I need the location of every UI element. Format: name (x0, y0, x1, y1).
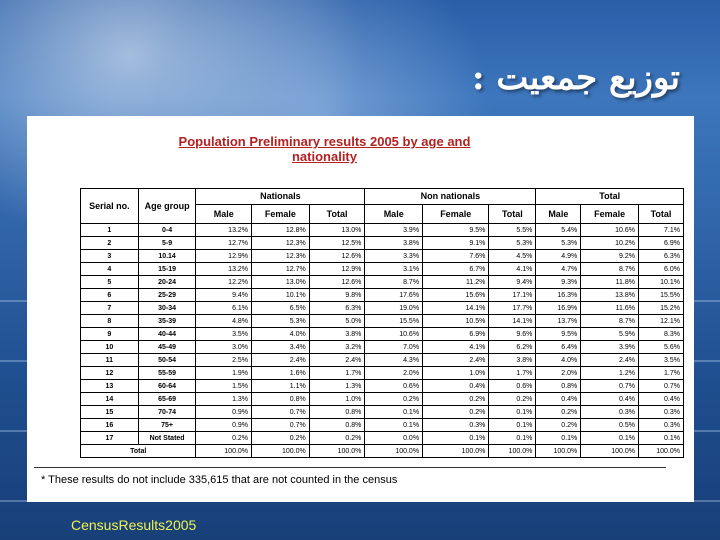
percent-cell: 0.9% (196, 406, 252, 419)
age-group-cell: 15-19 (138, 263, 196, 276)
age-group-cell: 50-54 (138, 354, 196, 367)
header-serial: Serial no. (81, 189, 139, 224)
percent-cell: 7.0% (365, 341, 423, 354)
percent-cell: 4.0% (536, 354, 581, 367)
header-female: Female (252, 205, 310, 224)
header-female: Female (581, 205, 639, 224)
percent-cell: 9.3% (536, 276, 581, 289)
header-total-col: Total (309, 205, 365, 224)
percent-cell: 0.4% (536, 393, 581, 406)
header-non-nationals: Non nationals (365, 189, 536, 205)
percent-cell: 9.1% (423, 237, 489, 250)
serial-cell: 5 (81, 276, 139, 289)
percent-cell: 4.1% (489, 263, 536, 276)
table-row (81, 237, 684, 250)
percent-cell: 12.5% (309, 237, 365, 250)
percent-cell: 9.8% (309, 289, 365, 302)
percent-cell: 12.3% (252, 250, 310, 263)
percent-cell: 13.2% (196, 263, 252, 276)
census-table (80, 188, 684, 458)
serial-cell: 10 (81, 341, 139, 354)
document-title-line2: nationality (291, 149, 357, 164)
age-group-cell: 0-4 (138, 224, 196, 237)
percent-cell: 0.1% (489, 419, 536, 432)
percent-cell: 6.5% (252, 302, 310, 315)
percent-cell: 3.0% (196, 341, 252, 354)
percent-cell: 9.5% (423, 224, 489, 237)
percent-cell: 12.6% (309, 276, 365, 289)
percent-cell: 1.7% (638, 367, 683, 380)
percent-cell: 5.3% (489, 237, 536, 250)
percent-cell: 11.2% (423, 276, 489, 289)
serial-cell: 1 (81, 224, 139, 237)
percent-cell: 10.6% (581, 224, 639, 237)
percent-cell: 0.2% (309, 432, 365, 445)
percent-cell: 2.0% (536, 367, 581, 380)
percent-cell: 11.8% (581, 276, 639, 289)
percent-cell: 12.9% (309, 263, 365, 276)
percent-cell: 15.2% (638, 302, 683, 315)
percent-cell: 3.8% (365, 237, 423, 250)
percent-cell: 1.6% (252, 367, 310, 380)
serial-cell: 2 (81, 237, 139, 250)
percent-cell: 0.2% (536, 419, 581, 432)
percent-cell: 3.5% (196, 328, 252, 341)
percent-cell: 6.4% (536, 341, 581, 354)
percent-cell: 0.2% (252, 432, 310, 445)
header-age-group: Age group (138, 189, 196, 224)
percent-cell: 9.2% (581, 250, 639, 263)
footnote: * These results do not include 335,615 that are not counted in the census (41, 474, 398, 486)
percent-cell: 6.9% (423, 328, 489, 341)
document-title-line1: Population Preliminary results 2005 by age and (178, 134, 471, 149)
percent-cell: 2.5% (196, 354, 252, 367)
header-total-col: Total (638, 205, 683, 224)
percent-cell: 0.2% (423, 406, 489, 419)
percent-cell: 3.4% (252, 341, 310, 354)
percent-cell: 0.4% (423, 380, 489, 393)
percent-cell: 8.7% (581, 263, 639, 276)
percent-cell: 12.6% (309, 250, 365, 263)
percent-cell: 8.3% (638, 328, 683, 341)
percent-cell: 0.4% (638, 393, 683, 406)
total-cell: 100.0% (252, 445, 310, 458)
percent-cell: 5.6% (638, 341, 683, 354)
slide-title: توزيع جمعيت : (472, 58, 680, 98)
percent-cell: 6.2% (489, 341, 536, 354)
percent-cell: 1.9% (196, 367, 252, 380)
table-row (81, 432, 684, 445)
total-cell: 100.0% (309, 445, 365, 458)
slide-caption: CensusResults2005 (71, 517, 197, 533)
age-group-cell: 35-39 (138, 315, 196, 328)
percent-cell: 7.6% (423, 250, 489, 263)
table-row (81, 328, 684, 341)
total-row-label: Total (81, 445, 196, 458)
percent-cell: 4.9% (536, 250, 581, 263)
percent-cell: 1.7% (489, 367, 536, 380)
percent-cell: 10.1% (638, 276, 683, 289)
percent-cell: 15.6% (423, 289, 489, 302)
age-group-cell: 25-29 (138, 289, 196, 302)
age-group-cell: 75+ (138, 419, 196, 432)
table-row (81, 354, 684, 367)
percent-cell: 13.7% (536, 315, 581, 328)
percent-cell: 5.5% (489, 224, 536, 237)
table-row (81, 263, 684, 276)
percent-cell: 5.9% (581, 328, 639, 341)
percent-cell: 4.3% (365, 354, 423, 367)
percent-cell: 11.6% (581, 302, 639, 315)
percent-cell: 3.9% (365, 224, 423, 237)
age-group-cell: Not Stated (138, 432, 196, 445)
total-cell: 100.0% (536, 445, 581, 458)
percent-cell: 0.8% (309, 419, 365, 432)
table-row (81, 250, 684, 263)
table-row (81, 406, 684, 419)
percent-cell: 0.8% (309, 406, 365, 419)
percent-cell: 0.1% (581, 432, 639, 445)
header-female: Female (423, 205, 489, 224)
percent-cell: 0.9% (196, 419, 252, 432)
percent-cell: 3.1% (365, 263, 423, 276)
percent-cell: 10.1% (252, 289, 310, 302)
percent-cell: 0.1% (365, 406, 423, 419)
percent-cell: 10.6% (365, 328, 423, 341)
age-group-cell: 45-49 (138, 341, 196, 354)
age-group-cell: 20-24 (138, 276, 196, 289)
percent-cell: 1.7% (309, 367, 365, 380)
table-row (81, 393, 684, 406)
percent-cell: 13.8% (581, 289, 639, 302)
percent-cell: 9.4% (489, 276, 536, 289)
percent-cell: 0.3% (423, 419, 489, 432)
percent-cell: 17.7% (489, 302, 536, 315)
total-cell: 100.0% (365, 445, 423, 458)
total-row (81, 445, 684, 458)
serial-cell: 4 (81, 263, 139, 276)
table-row (81, 302, 684, 315)
percent-cell: 2.4% (581, 354, 639, 367)
percent-cell: 8.7% (581, 315, 639, 328)
table-row (81, 380, 684, 393)
percent-cell: 0.3% (638, 406, 683, 419)
header-total: Total (536, 189, 684, 205)
header-male: Male (536, 205, 581, 224)
percent-cell: 0.1% (489, 406, 536, 419)
footnote-divider (34, 467, 666, 468)
percent-cell: 0.7% (252, 406, 310, 419)
percent-cell: 9.5% (536, 328, 581, 341)
percent-cell: 4.8% (196, 315, 252, 328)
percent-cell: 0.1% (365, 419, 423, 432)
total-cell: 100.0% (423, 445, 489, 458)
percent-cell: 1.3% (196, 393, 252, 406)
percent-cell: 0.3% (638, 419, 683, 432)
age-group-cell: 40-44 (138, 328, 196, 341)
percent-cell: 13.2% (196, 224, 252, 237)
age-group-cell: 55-59 (138, 367, 196, 380)
percent-cell: 2.4% (252, 354, 310, 367)
serial-cell: 17 (81, 432, 139, 445)
percent-cell: 12.7% (252, 263, 310, 276)
header-male: Male (365, 205, 423, 224)
percent-cell: 3.5% (638, 354, 683, 367)
percent-cell: 0.2% (489, 393, 536, 406)
percent-cell: 7.1% (638, 224, 683, 237)
serial-cell: 6 (81, 289, 139, 302)
table-body (81, 224, 684, 445)
total-cell: 100.0% (581, 445, 639, 458)
header-nationals: Nationals (196, 189, 365, 205)
percent-cell: 0.7% (581, 380, 639, 393)
age-group-cell: 65-69 (138, 393, 196, 406)
percent-cell: 12.7% (196, 237, 252, 250)
percent-cell: 8.7% (365, 276, 423, 289)
serial-cell: 13 (81, 380, 139, 393)
serial-cell: 3 (81, 250, 139, 263)
percent-cell: 0.7% (252, 419, 310, 432)
table-row (81, 224, 684, 237)
percent-cell: 0.2% (423, 393, 489, 406)
percent-cell: 9.4% (196, 289, 252, 302)
age-group-cell: 10.14 (138, 250, 196, 263)
percent-cell: 0.8% (536, 380, 581, 393)
percent-cell: 5.3% (252, 315, 310, 328)
percent-cell: 14.1% (489, 315, 536, 328)
percent-cell: 1.0% (423, 367, 489, 380)
percent-cell: 15.5% (365, 315, 423, 328)
percent-cell: 1.3% (309, 380, 365, 393)
percent-cell: 16.9% (536, 302, 581, 315)
percent-cell: 2.0% (365, 367, 423, 380)
table-row (81, 276, 684, 289)
percent-cell: 12.8% (252, 224, 310, 237)
percent-cell: 0.1% (423, 432, 489, 445)
percent-cell: 0.4% (581, 393, 639, 406)
header-male: Male (196, 205, 252, 224)
percent-cell: 0.1% (489, 432, 536, 445)
header-total-col: Total (489, 205, 536, 224)
percent-cell: 2.4% (423, 354, 489, 367)
percent-cell: 0.3% (581, 406, 639, 419)
percent-cell: 10.5% (423, 315, 489, 328)
percent-cell: 5.0% (309, 315, 365, 328)
serial-cell: 15 (81, 406, 139, 419)
percent-cell: 6.9% (638, 237, 683, 250)
document-panel (27, 116, 694, 502)
percent-cell: 10.2% (581, 237, 639, 250)
age-group-cell: 30-34 (138, 302, 196, 315)
percent-cell: 17.1% (489, 289, 536, 302)
percent-cell: 6.3% (309, 302, 365, 315)
percent-cell: 0.2% (196, 432, 252, 445)
percent-cell: 12.3% (252, 237, 310, 250)
serial-cell: 7 (81, 302, 139, 315)
percent-cell: 1.0% (309, 393, 365, 406)
percent-cell: 14.1% (423, 302, 489, 315)
percent-cell: 3.3% (365, 250, 423, 263)
percent-cell: 12.1% (638, 315, 683, 328)
table-row (81, 341, 684, 354)
document-title (77, 134, 572, 164)
percent-cell: 15.5% (638, 289, 683, 302)
percent-cell: 3.8% (489, 354, 536, 367)
percent-cell: 4.5% (489, 250, 536, 263)
age-group-cell: 60-64 (138, 380, 196, 393)
percent-cell: 13.0% (309, 224, 365, 237)
percent-cell: 0.8% (252, 393, 310, 406)
percent-cell: 1.5% (196, 380, 252, 393)
percent-cell: 12.9% (196, 250, 252, 263)
percent-cell: 6.7% (423, 263, 489, 276)
total-cell: 100.0% (196, 445, 252, 458)
percent-cell: 12.2% (196, 276, 252, 289)
percent-cell: 6.0% (638, 263, 683, 276)
percent-cell: 3.2% (309, 341, 365, 354)
percent-cell: 4.1% (423, 341, 489, 354)
percent-cell: 19.0% (365, 302, 423, 315)
percent-cell: 0.6% (365, 380, 423, 393)
total-cell: 100.0% (489, 445, 536, 458)
percent-cell: 6.1% (196, 302, 252, 315)
percent-cell: 0.2% (536, 406, 581, 419)
percent-cell: 2.4% (309, 354, 365, 367)
serial-cell: 9 (81, 328, 139, 341)
total-cell: 100.0% (638, 445, 683, 458)
table-row (81, 289, 684, 302)
percent-cell: 0.2% (365, 393, 423, 406)
percent-cell: 0.7% (638, 380, 683, 393)
percent-cell: 0.0% (365, 432, 423, 445)
table-row (81, 367, 684, 380)
percent-cell: 9.6% (489, 328, 536, 341)
percent-cell: 16.3% (536, 289, 581, 302)
percent-cell: 3.9% (581, 341, 639, 354)
table-row (81, 419, 684, 432)
table-row (81, 315, 684, 328)
percent-cell: 1.2% (581, 367, 639, 380)
percent-cell: 13.0% (252, 276, 310, 289)
age-group-cell: 70-74 (138, 406, 196, 419)
percent-cell: 0.5% (581, 419, 639, 432)
percent-cell: 4.7% (536, 263, 581, 276)
percent-cell: 0.1% (638, 432, 683, 445)
percent-cell: 3.8% (309, 328, 365, 341)
percent-cell: 5.4% (536, 224, 581, 237)
percent-cell: 4.0% (252, 328, 310, 341)
percent-cell: 6.3% (638, 250, 683, 263)
percent-cell: 1.1% (252, 380, 310, 393)
percent-cell: 17.6% (365, 289, 423, 302)
percent-cell: 0.6% (489, 380, 536, 393)
percent-cell: 5.3% (536, 237, 581, 250)
serial-cell: 8 (81, 315, 139, 328)
age-group-cell: 5-9 (138, 237, 196, 250)
serial-cell: 12 (81, 367, 139, 380)
percent-cell: 0.1% (536, 432, 581, 445)
serial-cell: 11 (81, 354, 139, 367)
serial-cell: 14 (81, 393, 139, 406)
serial-cell: 16 (81, 419, 139, 432)
